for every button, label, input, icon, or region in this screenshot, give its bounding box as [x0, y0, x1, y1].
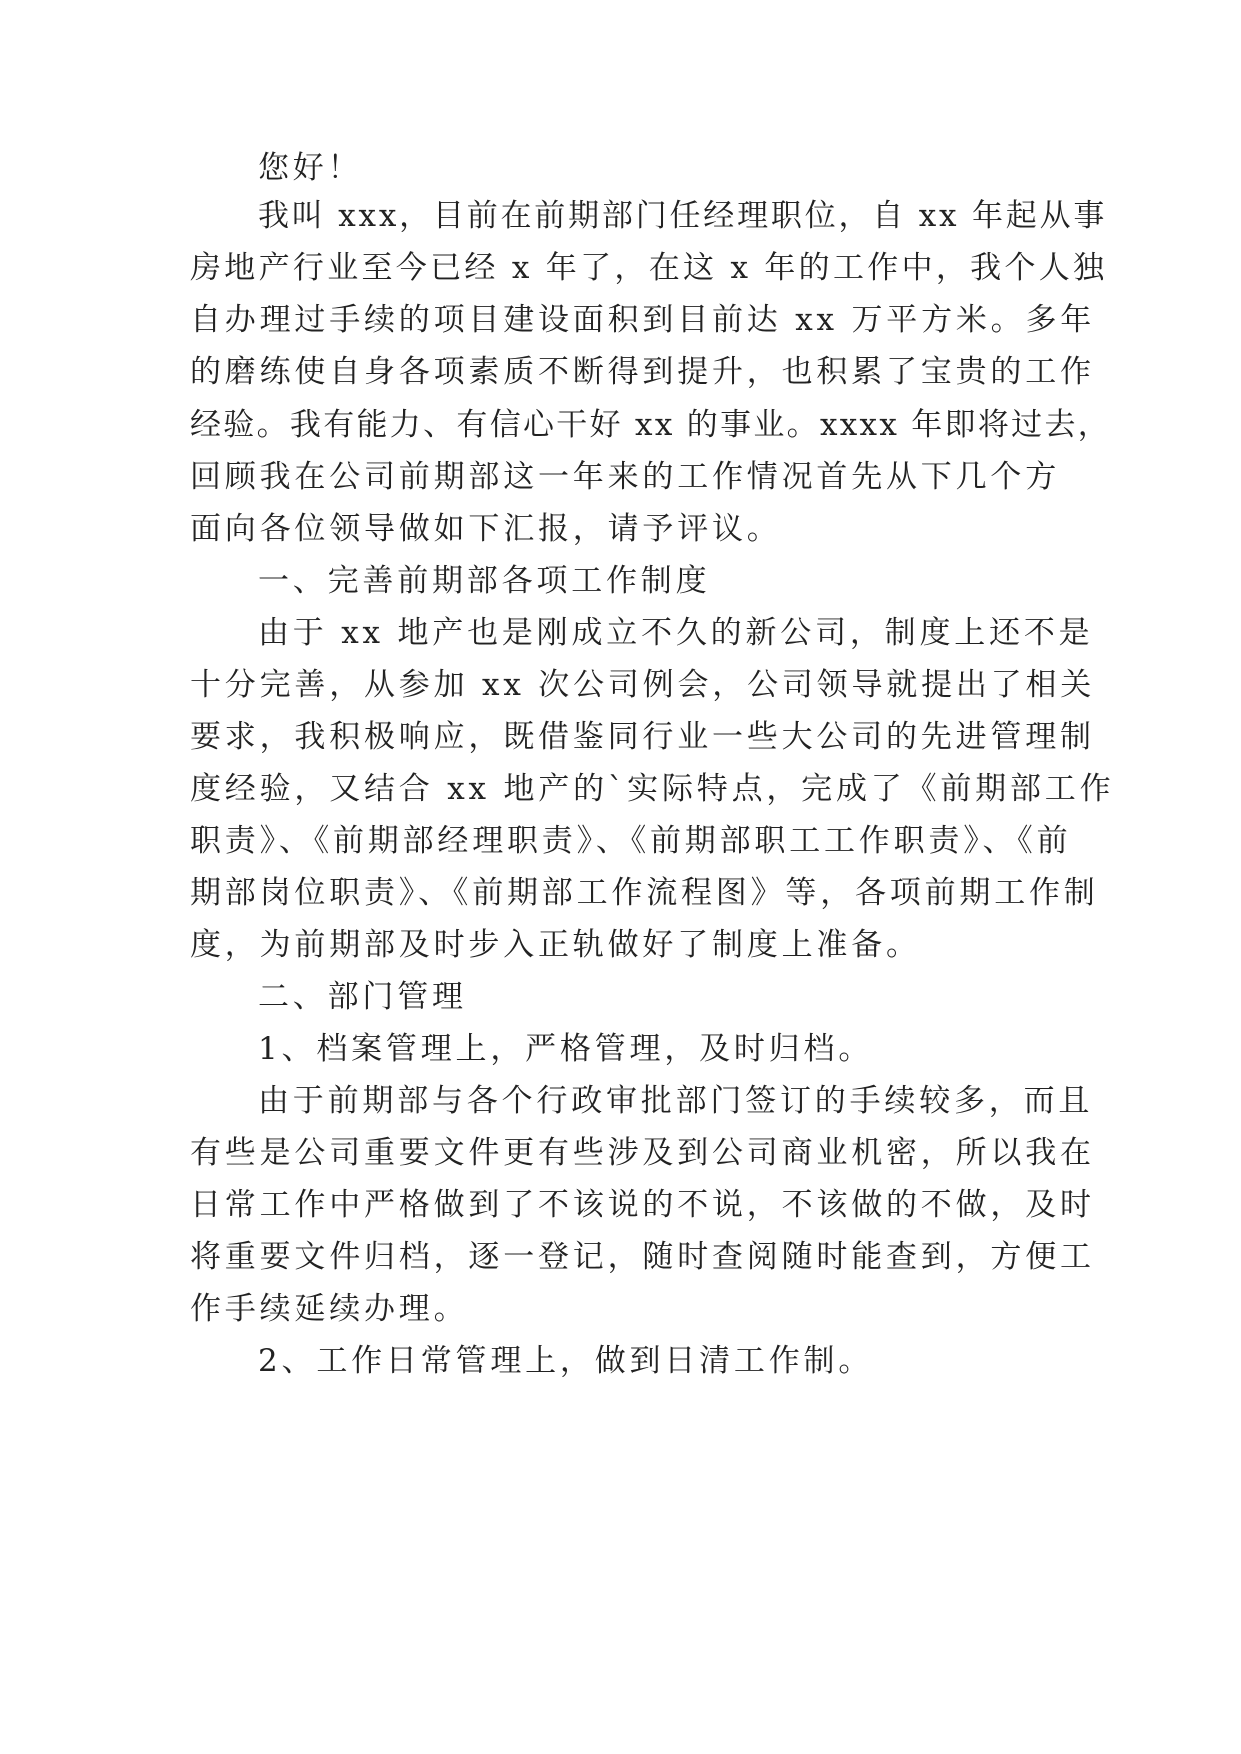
body-text-line: 我叫 xxx，目前在前期部门任经理职位，自 xx 年起从事 [258, 198, 1108, 234]
body-text-line: 面向各位领导做如下汇报，请予评议。 [190, 511, 782, 547]
body-text-line: 房地产行业至今已经 x 年了，在这 x 年的工作中，我个人独 [190, 250, 1108, 286]
greeting-line: 您好！ [258, 150, 363, 186]
body-text-line: 将重要文件归档，逐一登记，随时查阅随时能查到，方便工 [190, 1239, 1095, 1275]
body-text-line: 由于前期部与各个行政审批部门签订的手续较多，而且 [258, 1083, 1094, 1119]
body-text-line: 十分完善，从参加 xx 次公司例会，公司领导就提出了相关 [190, 667, 1096, 703]
body-text-line: 经验。我有能力、有信心干好 xx 的事业。xxxx 年即将过去， [190, 407, 1112, 443]
body-text-line: 度，为前期部及时步入正轨做好了制度上准备。 [190, 927, 921, 963]
body-text-line: 由于 xx 地产也是刚成立不久的新公司，制度上还不是 [258, 615, 1094, 651]
body-text-line: 期部岗位职责》、《前期部工作流程图》等，各项前期工作制 [190, 875, 1099, 911]
body-text-line: 自办理过手续的项目建设面积到目前达 xx 万平方米。多年 [190, 302, 1096, 338]
body-text-line: 要求，我积极响应，既借鉴同行业一些大公司的先进管理制 [190, 719, 1095, 755]
body-text-line: 有些是公司重要文件更有些涉及到公司商业机密，所以我在 [190, 1135, 1095, 1171]
body-text-line: 的磨练使自身各项素质不断得到提升，也积累了宝贵的工作 [190, 354, 1095, 390]
body-text-line: 作手续延续办理。 [190, 1291, 469, 1327]
body-text-line: 度经验，又结合 xx 地产的`实际特点，完成了《前期部工作 [190, 771, 1115, 807]
body-text-line: 回顾我在公司前期部这一年来的工作情况首先从下几个方 [190, 459, 1060, 495]
subsection-heading: 1、档案管理上，严格管理，及时归档。 [258, 1031, 874, 1067]
body-text-line: 日常工作中严格做到了不该说的不说，不该做的不做，及时 [190, 1187, 1095, 1223]
subsection-heading: 2、工作日常管理上，做到日清工作制。 [258, 1343, 874, 1379]
section-heading: 一、完善前期部各项工作制度 [258, 563, 711, 599]
body-text-line: 职责》、《前期部经理职责》、《前期部职工工作职责》、《前 [190, 823, 1072, 859]
section-heading: 二、部门管理 [258, 979, 467, 1015]
